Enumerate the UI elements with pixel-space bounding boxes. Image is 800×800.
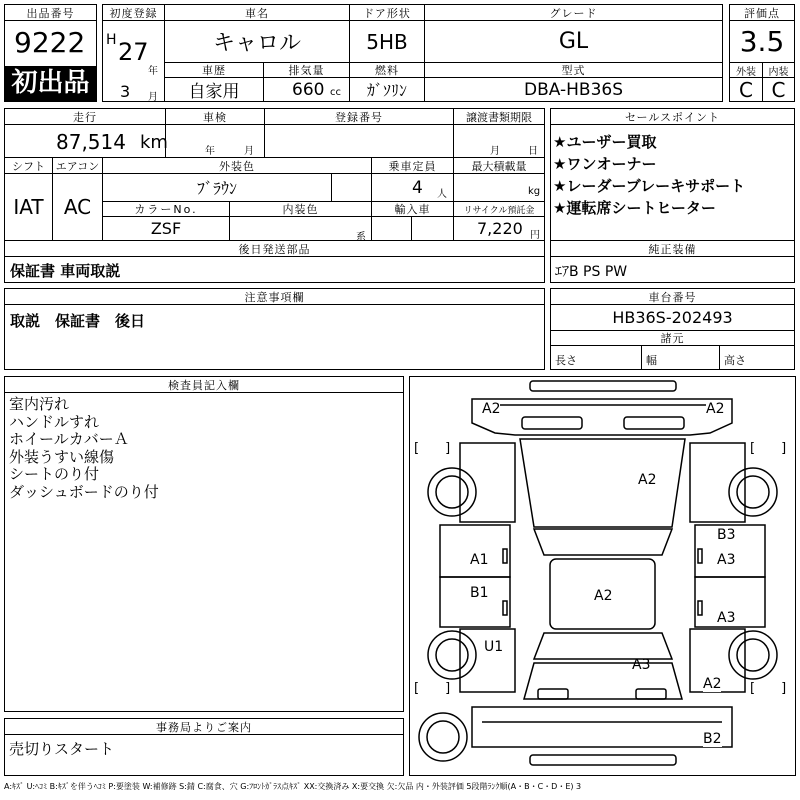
chassis-number: HB36S-202493 [550, 304, 795, 331]
damage-roof: A2 [594, 588, 613, 604]
later-parts-header: 後日発送部品 [4, 240, 545, 257]
import-left [371, 216, 412, 241]
door-header: ドア形状 [349, 4, 425, 21]
inspector-item: ホイールカバーＡ [9, 430, 129, 448]
sales-point: ★ワンオーナー [553, 155, 657, 173]
damage-rear-hatch: A3 [632, 657, 651, 673]
inspector-list [9, 396, 159, 501]
inspection-year-unit: 年 [205, 146, 215, 157]
aircon: AC [52, 173, 103, 241]
color-number-header: カラーNo. [102, 201, 230, 217]
registration-header: 初度登録 [102, 4, 165, 21]
fuel-header: 燃料 [349, 62, 425, 78]
recycle-header: リサイクル預託金 [453, 201, 545, 217]
notes-header: 注意事項欄 [4, 288, 545, 305]
damage-right-front-fender: B3 [717, 527, 736, 543]
capacity: 4 [412, 178, 423, 198]
legend: A:ｷｽﾞ U:ﾍｺﾐ B:ｷｽﾞを伴うﾍｺﾐ P:要塗装 W:補修跡 S:錆 C:腐食、穴 G:ﾌﾛﾝﾄｶﾞﾗｽ点ｷｽﾞ XX:交換済み X:要交換 欠:欠品 内・外装評価 5段階ﾗﾝｸ順(A・B・C・D・E) 3 [4, 782, 582, 791]
color-number: ZSF [102, 216, 230, 241]
office-notice: 売切りスタート [9, 740, 115, 758]
spec-width: 幅 [646, 354, 657, 367]
inspector-item: 外装うすい線傷 [9, 447, 115, 466]
displacement: 660 [292, 80, 325, 100]
lot-number: 9222 [14, 26, 86, 59]
office-header: 事務局よりご案内 [4, 718, 404, 735]
capacity-header: 乗車定員 [371, 157, 454, 174]
inspector-item: 室内汚れ [9, 395, 70, 413]
model: DBA-HB36S [424, 77, 723, 102]
transfer-deadline-header: 譲渡書類期限 [453, 108, 545, 125]
registration-year: 27 [118, 38, 149, 66]
shift-header: シフト [4, 157, 53, 174]
score-header: 評価点 [729, 4, 795, 21]
bracket-left-front: [ ] [414, 441, 451, 456]
history: 自家用 [164, 77, 264, 102]
lot-number-header: 出品番号 [4, 4, 97, 21]
inspector-item: ダッシュボードのり付 [9, 482, 159, 501]
aircon-header: エアコン [52, 157, 103, 174]
car-name: キャロル [164, 20, 350, 63]
damage-left-front-door: A1 [470, 552, 489, 568]
damage-right-rear-corner: A2 [703, 676, 722, 692]
spec-height: 高さ [724, 354, 746, 367]
notes: 取説 保証書 後日 [10, 312, 146, 330]
damage-left-rear-fender: U1 [484, 639, 504, 655]
registration-number [264, 124, 454, 158]
registration-number-header: 登録番号 [264, 108, 454, 125]
registration-month: 3 [120, 82, 131, 101]
score: 3.5 [729, 20, 795, 63]
sales-points-list [553, 131, 745, 219]
recycle-fee: 7,220 [477, 219, 523, 238]
inspection-header: 車検 [165, 108, 265, 125]
mileage-unit: km [140, 132, 168, 153]
registration-year-unit: 年 [148, 66, 158, 77]
car-name-header: 車名 [164, 4, 350, 21]
damage-front-right-corner: A2 [706, 401, 725, 417]
sales-point: ★レーダーブレーキサポート [553, 177, 746, 195]
exterior-color: ﾌﾞﾗｳﾝ [102, 173, 332, 202]
damage-right-front-door: A3 [717, 552, 736, 568]
import-right [411, 216, 454, 241]
interior-color-header: 内装色 [229, 201, 372, 217]
damage-left-rear-door: B1 [470, 585, 489, 601]
sales-point: ★ユーザー買取 [553, 133, 657, 151]
recycle-unit: 円 [530, 230, 540, 241]
inspection-month-unit: 月 [244, 146, 254, 157]
damage-hood: A2 [638, 472, 657, 488]
max-load-unit: kg [528, 186, 541, 197]
registration-month-unit: 月 [148, 92, 158, 103]
shift: IAT [4, 173, 53, 241]
bracket-right-front: [ ] [750, 441, 787, 456]
registration-era: H [106, 32, 117, 48]
displacement-unit: cc [330, 87, 341, 98]
interior-score: C [762, 77, 795, 102]
exterior-score-header: 外装 [729, 62, 763, 78]
bracket-right-rear: [ ] [750, 681, 787, 696]
specs-header: 諸元 [550, 330, 795, 346]
inspector-item: シートのり付 [9, 465, 100, 483]
chassis-header: 車台番号 [550, 288, 795, 305]
transfer-month-unit: 月 [490, 146, 500, 157]
mileage: 87,514 [56, 130, 126, 154]
equipment: ｴｱB PS PW [555, 264, 628, 280]
damage-diagram [409, 376, 796, 776]
interior-color-unit: 系 [356, 232, 366, 243]
interior-color-box [229, 216, 372, 241]
max-load-header: 最大積載量 [453, 157, 545, 174]
import-header: 輸入車 [371, 201, 454, 217]
transfer-day-unit: 日 [528, 146, 538, 157]
exterior-score: C [729, 77, 763, 102]
model-header: 型式 [424, 62, 723, 78]
damage-rear-bumper: B2 [703, 731, 722, 747]
exterior-color-extra [331, 173, 372, 202]
damage-front-left-corner: A2 [482, 401, 501, 417]
inspector-header: 検査員記入欄 [4, 376, 404, 393]
history-header: 車歴 [164, 62, 264, 78]
door-type: 5HB [349, 20, 425, 63]
sales-point: ★運転席シートヒーター [553, 199, 716, 217]
equipment-header: 純正装備 [550, 240, 795, 257]
interior-score-header: 内装 [762, 62, 795, 78]
car-diagram [410, 377, 795, 775]
mileage-header: 走行 [4, 108, 166, 125]
spec-length: 長さ [555, 354, 577, 367]
damage-right-rear-door: A3 [717, 610, 736, 626]
bracket-left-rear: [ ] [414, 681, 451, 696]
grade: GL [424, 20, 723, 63]
grade-header: グレード [424, 4, 723, 21]
displacement-header: 排気量 [263, 62, 350, 78]
first-listing-badge: 初出品 [5, 66, 96, 101]
inspector-item: ハンドルすれ [9, 412, 100, 431]
fuel: ｶﾞｿﾘﾝ [349, 77, 425, 102]
capacity-unit: 人 [437, 189, 447, 200]
sales-points-header: セールスポイント [550, 108, 795, 125]
later-parts: 保証書 車両取説 [10, 262, 121, 280]
exterior-color-header: 外装色 [102, 157, 372, 174]
